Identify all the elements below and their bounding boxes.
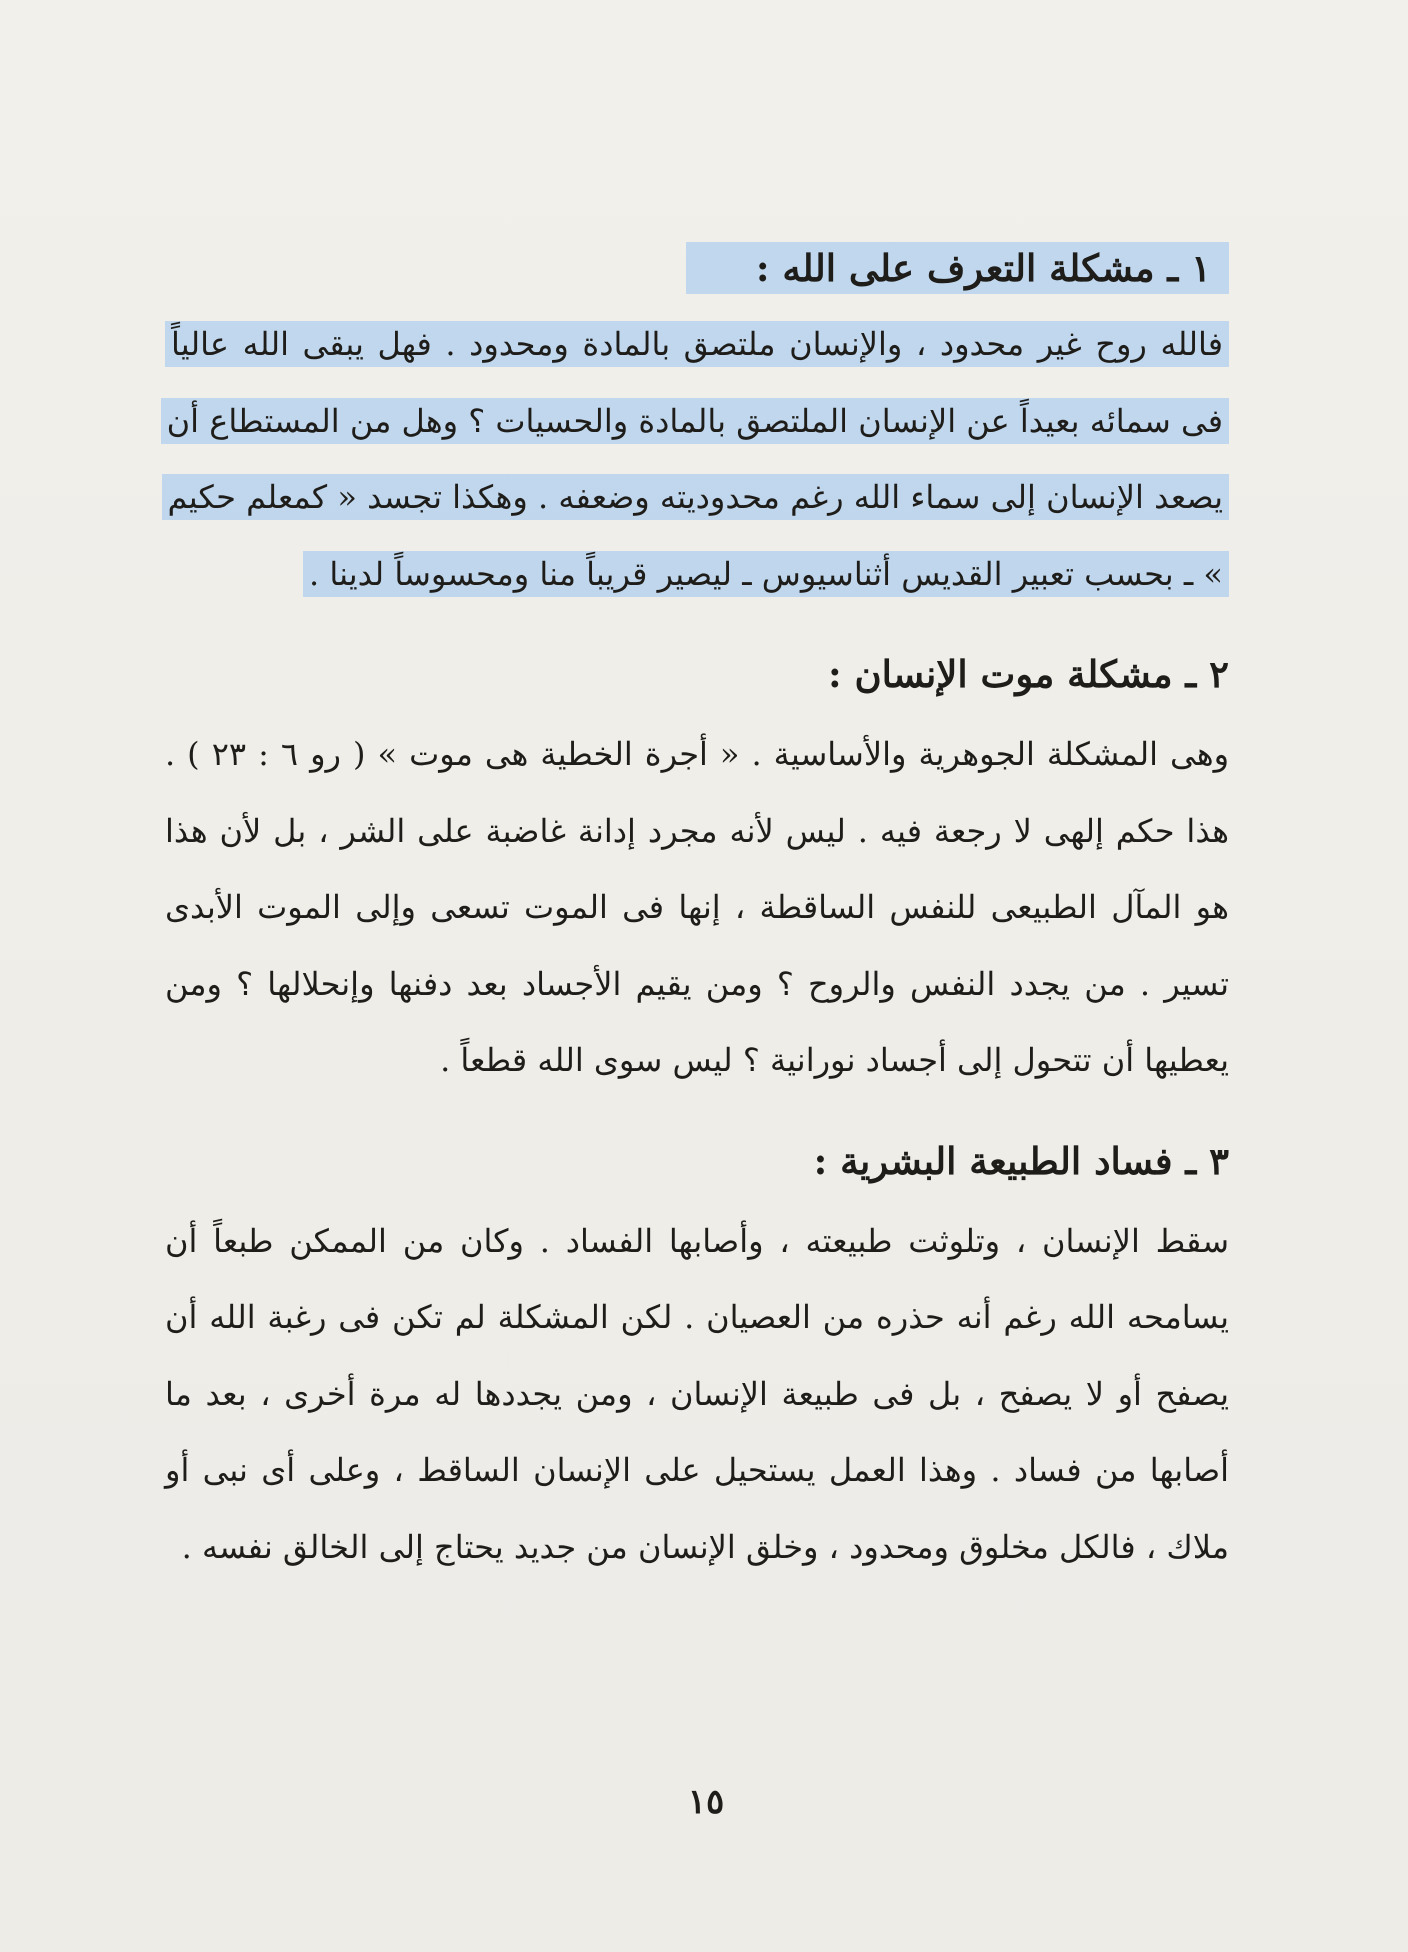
section-heading: ٣ ـ فساد الطبيعة البشرية : bbox=[813, 1138, 1229, 1183]
page-content bbox=[165, 238, 1229, 1585]
section-knowing-god bbox=[165, 238, 1229, 612]
section-human-death bbox=[165, 644, 1229, 1099]
section-paragraph: وهى المشكلة الجوهرية والأساسية . « أجرة الخطية هى موت » ( رو ٦ : ٢٣ ) . هذا حكم إلهى لا رجعة فيه . ليس لأنه مجرد إدانة غاضبة على الشر ، بل لأن هذا هو المآل الطبيعى للنفس الساقطة ، إنها فى الموت تسعى وإلى الموت الأبدى تسير . من يجدد النفس والروح ؟ ومن يقيم الأجساد بعد دفنها وإنحلالها ؟ ومن يعطيها أن تتحول إلى أجساد نورانية ؟ ليس سوى الله قطعاً . bbox=[165, 735, 1230, 1079]
highlighted-paragraph: فالله روح غير محدود ، والإنسان ملتصق بالمادة ومحدود . فهل يبقى الله عالياً فى سمائه بعيداً عن الإنسان الملتصق بالمادة والحسيات ؟ وهل من المستطاع أن يصعد الإنسان إلى سماء الله رغم محدوديته وضعفه . وهكذا تجسد « كمعلم حكيم » ـ بحسب تعبير القديس أثناسيوس ـ ليصير قريباً منا ومحسوساً لدينا . bbox=[161, 321, 1229, 597]
section-corruption-of-nature bbox=[165, 1131, 1229, 1586]
section-paragraph bbox=[165, 306, 1229, 612]
highlighted-heading: ١ ـ مشكلة التعرف على الله : bbox=[686, 242, 1229, 294]
section-heading bbox=[165, 238, 1229, 298]
section-heading: ٢ ـ مشكلة موت الإنسان : bbox=[827, 652, 1229, 696]
section-paragraph: سقط الإنسان ، وتلوثت طبيعته ، وأصابها الفساد . وكان من الممكن طبعاً أن يسامحه الله رغم أنه حذره من العصيان . لكن المشكلة لم تكن فى رغبة الله أن يصفح أو لا يصفح ، بل فى طبيعة الإنسان ، ومن يجددها له مرة أخرى ، بعد ما أصابها من فساد . وهذا العمل يستحيل على الإنسان الساقط ، وعلى أى نبى أو ملاك ، فالكل مخلوق ومحدود ، وخلق الإنسان من جديد يحتاج إلى الخالق نفسه . bbox=[165, 1221, 1230, 1566]
page-number: ١٥ bbox=[687, 1782, 725, 1822]
